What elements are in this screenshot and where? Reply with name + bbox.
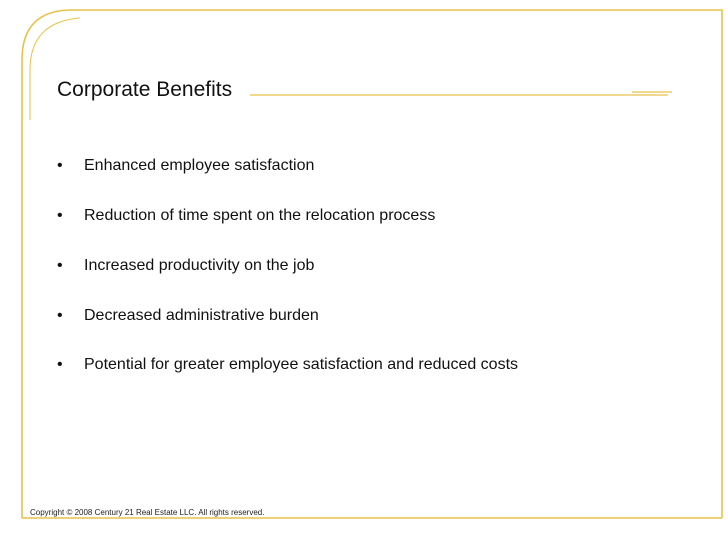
bullet-marker: • [57,157,63,174]
bullet-text: Enhanced employee satisfaction [84,157,315,174]
bullet-text: Decreased administrative burden [84,307,319,324]
bullet-text: Potential for greater employee satisfaction and reduced costs [84,356,519,373]
bullet-marker: • [57,257,63,274]
bullet-text: Reduction of time spent on the relocation process [84,207,436,224]
bullet-text: Increased productivity on the job [84,257,315,274]
bullet-marker: • [57,307,63,324]
bullet-marker: • [57,207,63,224]
bullet-marker: • [57,356,63,373]
copyright-footer: Copyright © 2008 Century 21 Real Estate LLC. All rights reserved. [30,508,265,517]
slide-title: Corporate Benefits [57,78,233,101]
